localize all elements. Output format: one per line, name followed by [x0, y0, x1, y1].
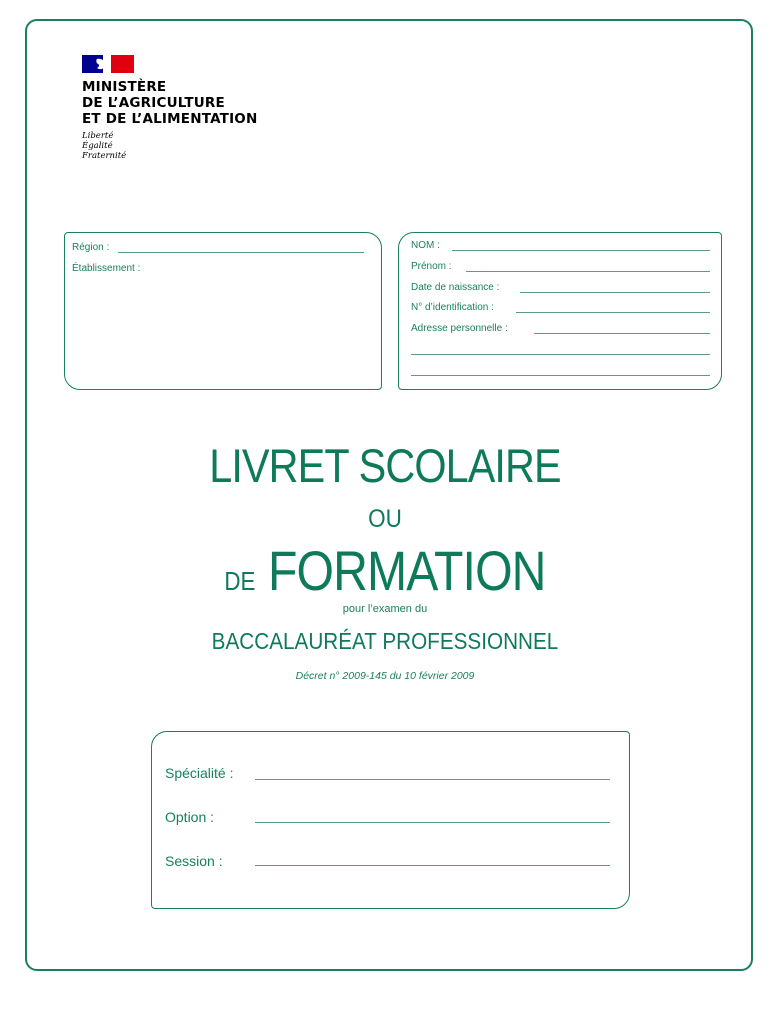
ministry-name [82, 79, 257, 127]
address-label: Adresse personnelle : [411, 323, 508, 334]
name-field[interactable] [452, 250, 710, 251]
region-field[interactable] [118, 252, 364, 253]
region-label: Région : [72, 242, 110, 253]
firstname-label: Prénom : [411, 261, 452, 272]
title-subtitle: pour l’examen du [342, 603, 428, 615]
name-label: NOM : [411, 240, 440, 251]
firstname-field[interactable] [466, 271, 710, 272]
motto-egalite: Égalité [82, 141, 113, 151]
option-label: Option : [165, 809, 215, 825]
school-info-box [64, 232, 382, 390]
option-field[interactable] [255, 822, 610, 823]
address-field-line-1[interactable] [534, 333, 710, 334]
speciality-field[interactable] [255, 779, 610, 780]
session-field[interactable] [255, 865, 610, 866]
title-connector: OU [368, 505, 402, 533]
id-field[interactable] [516, 312, 710, 313]
exam-info-box [151, 731, 630, 909]
establishment-label: Établissement : [72, 263, 141, 274]
birthdate-field[interactable] [520, 292, 710, 293]
decree-reference: Décret n° 2009-145 du 10 février 2009 [295, 670, 475, 682]
diploma-name: BACCALAURÉAT PROFESSIONNEL [211, 628, 559, 654]
ministry-logo [82, 55, 257, 161]
motto-liberte: Liberté [82, 131, 114, 141]
ministry-line-3: ET DE L’ALIMENTATION [82, 111, 258, 127]
ministry-line-1: MINISTÈRE [82, 79, 167, 95]
document-title: LIVRET SCOLAIRE [209, 439, 561, 492]
marianne-flag-icon [82, 55, 134, 73]
title-de: DE [224, 566, 256, 596]
motto-fraternite: Fraternité [82, 151, 127, 161]
address-field-line-2[interactable] [411, 354, 710, 355]
marianne-profile-icon [94, 58, 110, 70]
session-label: Session : [165, 853, 223, 869]
address-field-line-3[interactable] [411, 375, 710, 376]
title-formation: FORMATION [267, 539, 546, 602]
speciality-label: Spécialité : [165, 765, 234, 781]
republic-motto [82, 131, 257, 161]
document-title-line-3 [54, 538, 716, 603]
birthdate-label: Date de naissance : [411, 282, 500, 293]
id-label: N° d’identification : [411, 302, 494, 313]
ministry-line-2: DE L’AGRICULTURE [82, 95, 225, 111]
